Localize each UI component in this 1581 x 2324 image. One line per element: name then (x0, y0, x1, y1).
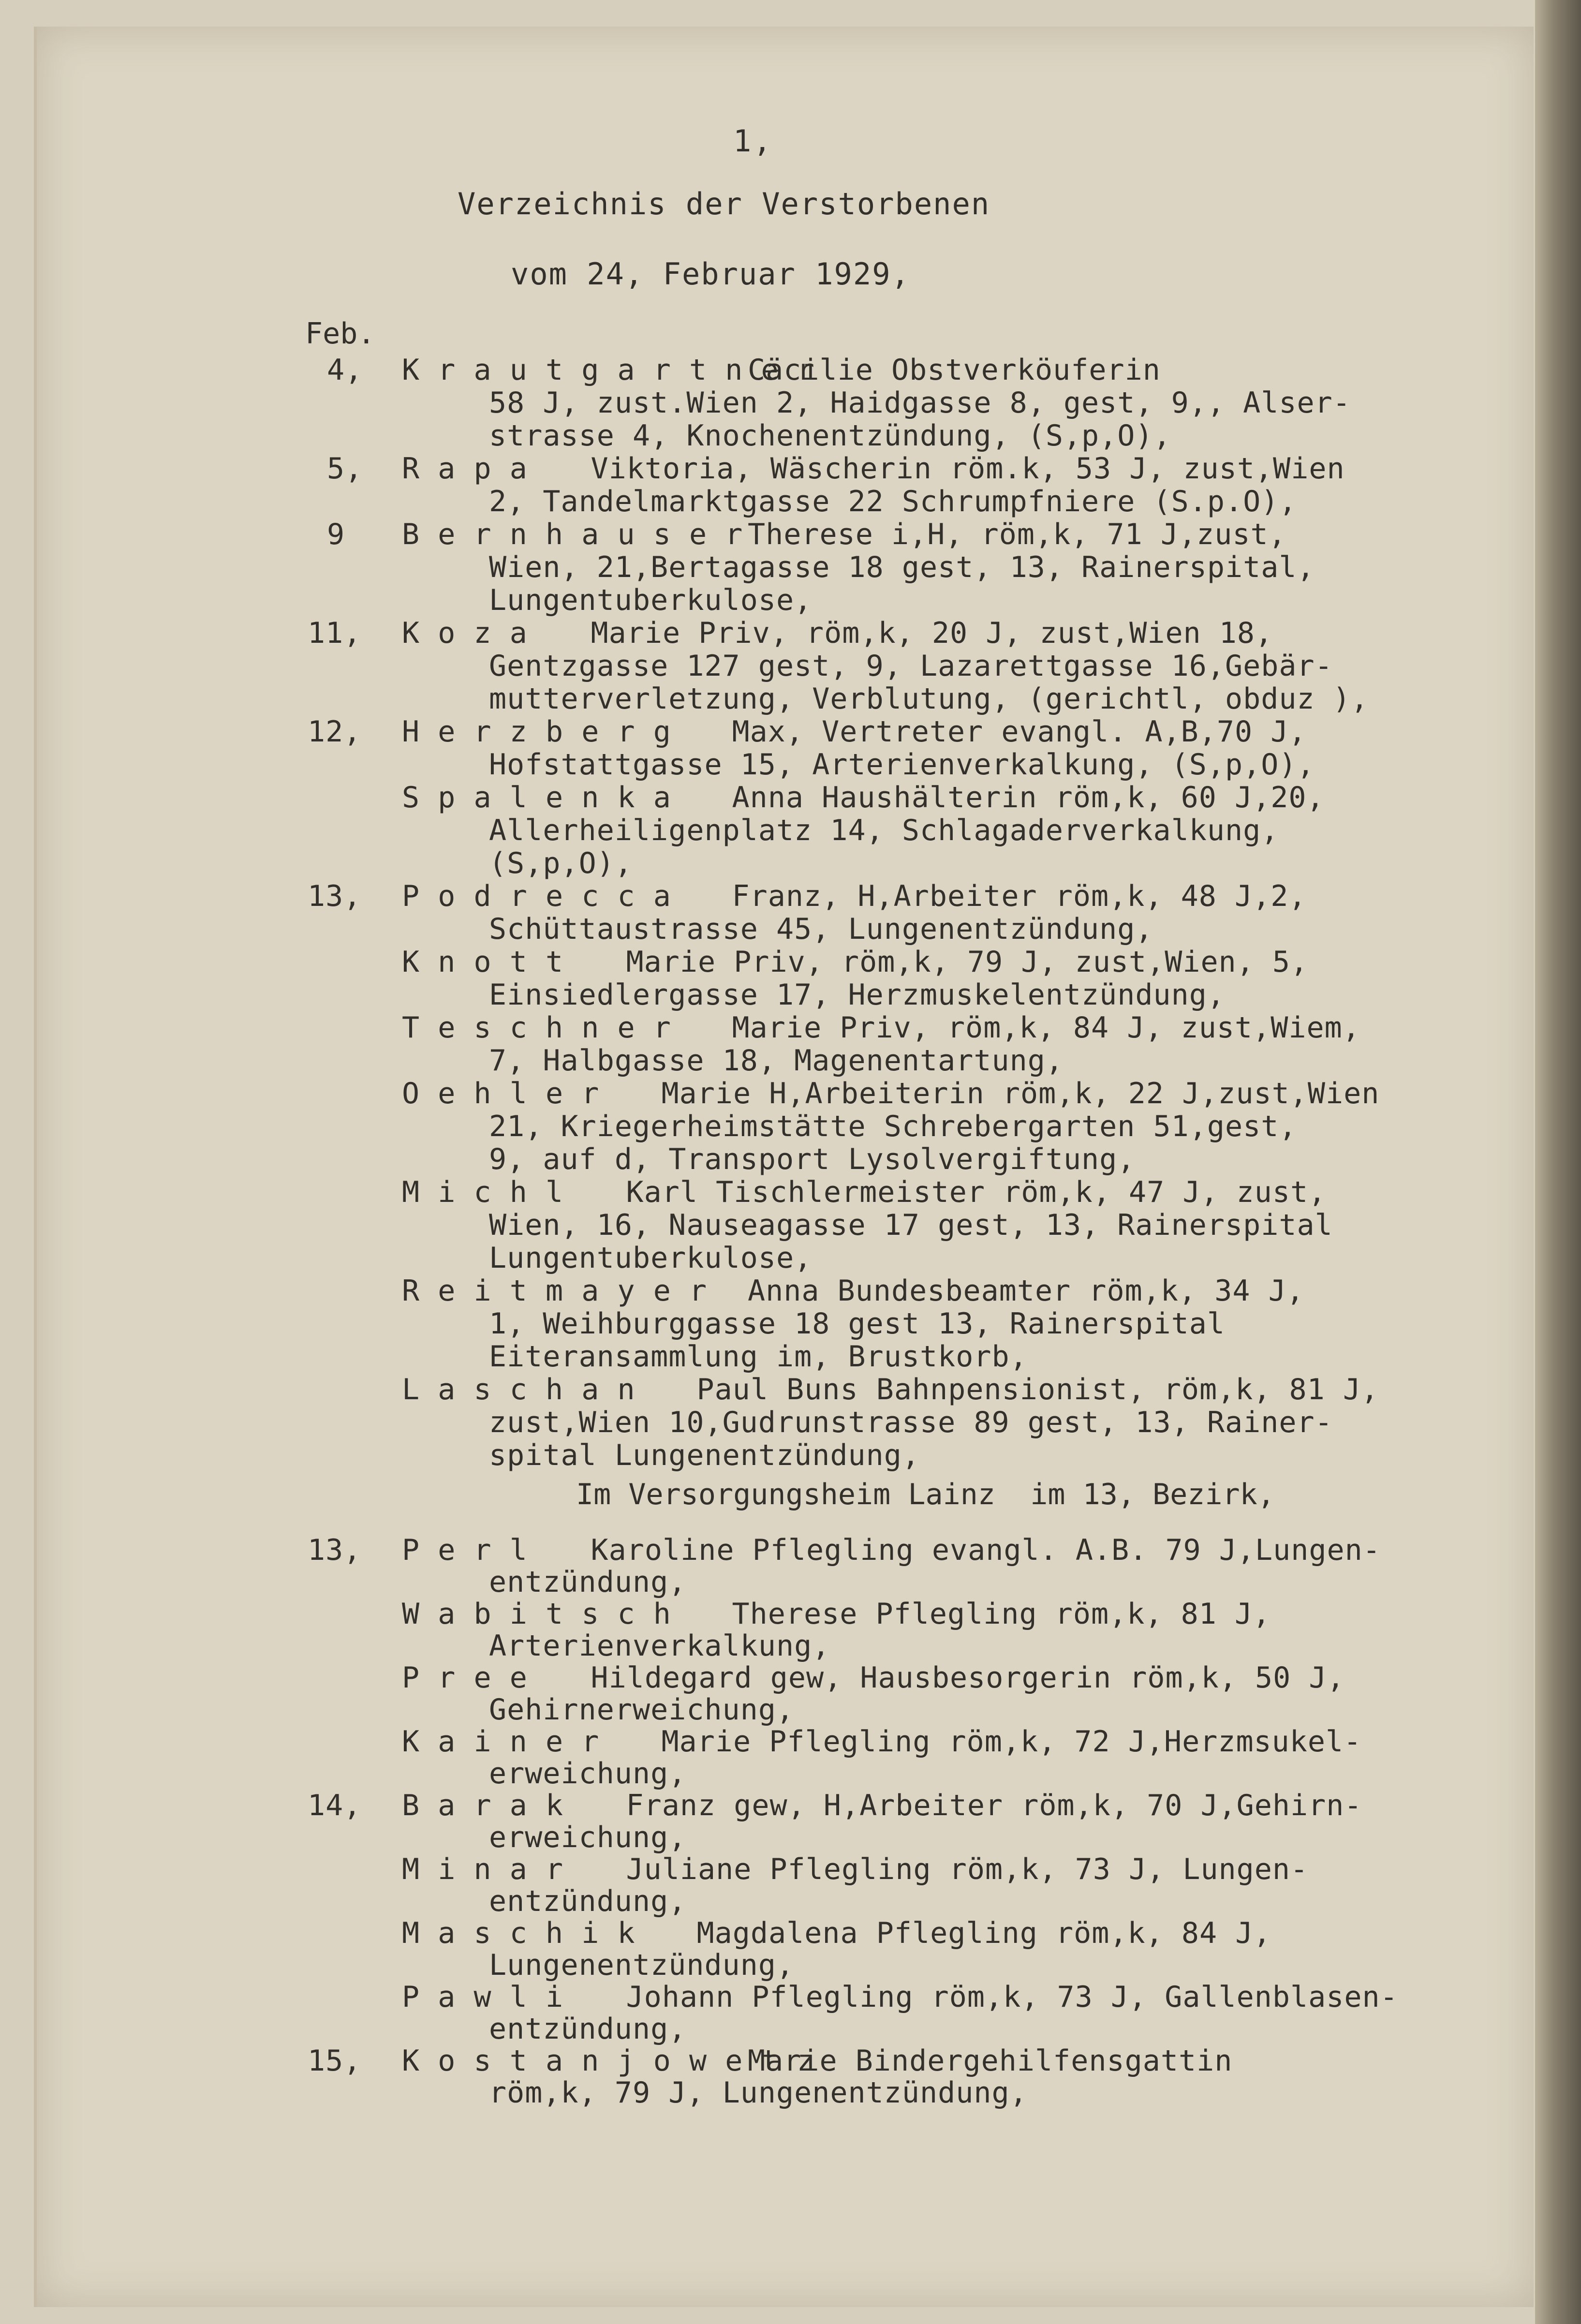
entry-day: 12, (308, 715, 362, 749)
entry-text-line: Lungenentzündung, (489, 1948, 795, 1982)
entry-text-line: Cäcilie Obstverköuferin (748, 353, 1161, 387)
entry-text-line: Wien, 16, Nauseagasse 17 gest, 13, Rainerspital (489, 1208, 1333, 1242)
entry-text-line: Marie Priv, röm,k, 79 J, zust,Wien, 5, (626, 945, 1309, 979)
entry-surname: W a b i t s c h (402, 1597, 671, 1631)
entry-text-line: 21, Kriegerheimstätte Schrebergarten 51,gest, (489, 1110, 1297, 1143)
entry-day: 13, (308, 879, 362, 913)
entry-surname: S p a l e n k a (402, 781, 671, 814)
entry-text-line: erweichung, (489, 1757, 687, 1791)
entry-text-line: Anna Haushälterin röm,k, 60 J,20, (732, 781, 1325, 814)
entry-text-line: Eiteransammlung im, Brustkorb, (489, 1340, 1028, 1374)
entry-text-line: 9, auf d, Transport Lysolvergiftung, (489, 1142, 1136, 1176)
entry-text-line: Franz gew, H,Arbeiter röm,k, 70 J,Gehirn- (626, 1789, 1362, 1822)
entry-surname: K o s t a n j o w e t z (402, 2044, 815, 2078)
entry-text-line: 1, Weihburggasse 18 gest 13, Rainerspital (489, 1307, 1226, 1341)
entry-text-line: 2, Tandelmarktgasse 22 Schrumpfniere (S.p.O), (489, 485, 1297, 518)
entry-day: 9 (327, 518, 345, 551)
entry-surname: K r a u t g a r t n e r (402, 353, 815, 387)
entry-day: 14, (308, 1789, 362, 1822)
entry-surname: K a i n e r (402, 1725, 600, 1759)
entry-surname: B a r a k (402, 1789, 564, 1822)
entry-text-line: Wien, 21,Bertagasse 18 gest, 13, Rainerspital, (489, 550, 1315, 584)
entry-text-line: spital Lungenentzündung, (489, 1438, 920, 1472)
entry-surname: M i n a r (402, 1852, 564, 1886)
entry-day: 11, (308, 616, 362, 650)
entry-surname: K n o t t (402, 945, 564, 979)
entry-surname: P o d r e c c a (402, 879, 671, 913)
entry-surname: P r e e (402, 1661, 528, 1695)
entry-text-line: Karoline Pflegling evangl. A.B. 79 J,Lungen- (591, 1533, 1381, 1567)
entry-text-line: Lungentuberkulose, (489, 1241, 813, 1275)
entry-surname: R e i t m a y e r (402, 1274, 708, 1308)
entry-text-line: mutterverletzung, Verblutung, (gerichtl, obduz ), (489, 682, 1369, 716)
entry-text-line: 7, Halbgasse 18, Magenentartung, (489, 1044, 1064, 1078)
entry-text-line: Viktoria, Wäscherin röm.k, 53 J, zust,Wien (591, 452, 1345, 486)
entry-text-line: Karl Tischlermeister röm,k, 47 J, zust, (626, 1175, 1327, 1209)
entry-surname: R a p a (402, 452, 528, 486)
entry-text-line: (S,p,O), (489, 846, 633, 880)
entry-day: 13, (308, 1533, 362, 1567)
entry-text-line: Einsiedlergasse 17, Herzmuskelentzündung, (489, 978, 1226, 1012)
document-title: Verzeichnis der Verstorbenen (458, 186, 990, 222)
entry-surname: M i c h l (402, 1175, 564, 1209)
entry-text-line: zust,Wien 10,Gudrunstrasse 89 gest, 13, Rainer- (489, 1406, 1333, 1439)
entry-text-line: entzündung, (489, 2012, 687, 2046)
document-date: vom 24, Februar 1929, (511, 256, 910, 292)
entry-text-line: entzündung, (489, 1884, 687, 1918)
month-label: Feb. (305, 317, 375, 351)
entry-text-line: Arterienverkalkung, (489, 1629, 830, 1663)
document-page (34, 27, 1534, 2307)
entry-surname: B e r n h a u s e r (402, 518, 743, 551)
entry-text-line: entzündung, (489, 1565, 687, 1599)
book-spine-edge (1535, 0, 1581, 2324)
entry-text-line: Marie H,Arbeiterin röm,k, 22 J,zust,Wien (661, 1077, 1380, 1110)
entry-surname: T e s c h n e r (402, 1011, 671, 1045)
entry-text-line: Marie Priv, röm,k, 84 J, zust,Wiem, (732, 1011, 1360, 1045)
entry-text-line: Max, Vertreter evangl. A,B,70 J, (732, 715, 1307, 749)
entry-text-line: Hildegard gew, Hausbesorgerin röm,k, 50 J, (591, 1661, 1345, 1695)
entry-surname: M a s c h i k (402, 1916, 635, 1950)
entry-text-line: Gehirnerweichung, (489, 1693, 795, 1727)
entry-text-line: Magdalena Pflegling röm,k, 84 J, (696, 1916, 1271, 1950)
entry-text-line: Juliane Pflegling röm,k, 73 J, Lungen- (626, 1852, 1309, 1886)
section-heading: Im Versorgungsheim Lainz im 13, Bezirk, (576, 1478, 1275, 1511)
entry-day: 15, (308, 2044, 362, 2078)
entry-day: 4, (327, 353, 363, 387)
entry-text-line: Therese Pflegling röm,k, 81 J, (732, 1597, 1271, 1631)
entry-text-line: Marie Priv, röm,k, 20 J, zust,Wien 18, (591, 616, 1273, 650)
entry-text-line: Allerheiligenplatz 14, Schlagaderverkalkung, (489, 814, 1279, 847)
entry-text-line: Marie Pflegling röm,k, 72 J,Herzmsukel- (661, 1725, 1362, 1759)
entry-surname: P a w l i (402, 1980, 564, 2014)
entry-text-line: Marie Bindergehilfensgattin (748, 2044, 1233, 2078)
entry-surname: L a s c h a n (402, 1373, 635, 1406)
entry-surname: P e r l (402, 1533, 528, 1567)
entry-text-line: Anna Bundesbeamter röm,k, 34 J, (748, 1274, 1304, 1308)
entry-text-line: Schüttaustrasse 45, Lungenentzündung, (489, 912, 1153, 946)
entry-text-line: Paul Buns Bahnpensionist, röm,k, 81 J, (696, 1373, 1379, 1406)
entry-surname: K o z a (402, 616, 528, 650)
entry-text-line: Therese i,H, röm,k, 71 J,zust, (748, 518, 1286, 551)
entry-surname: O e h l e r (402, 1077, 600, 1110)
entry-surname: H e r z b e r g (402, 715, 671, 749)
entry-text-line: Gentzgasse 127 gest, 9, Lazarettgasse 16,Gebär- (489, 649, 1333, 683)
entry-text-line: Lungentuberkulose, (489, 583, 813, 617)
entry-text-line: röm,k, 79 J, Lungenentzündung, (489, 2076, 1028, 2110)
entry-text-line: Franz, H,Arbeiter röm,k, 48 J,2, (732, 879, 1307, 913)
entry-day: 5, (327, 452, 363, 486)
entry-text-line: 58 J, zust.Wien 2, Haidgasse 8, gest, 9,, Alser- (489, 386, 1351, 420)
entry-text-line: erweichung, (489, 1821, 687, 1854)
entry-text-line: Hofstattgasse 15, Arterienverkalkung, (S,p,O), (489, 748, 1315, 782)
page-number: 1, (733, 123, 773, 159)
entry-text-line: strasse 4, Knochenentzündung, (S,p,O), (489, 419, 1171, 453)
entry-text-line: Johann Pflegling röm,k, 73 J, Gallenblasen- (626, 1980, 1398, 2014)
